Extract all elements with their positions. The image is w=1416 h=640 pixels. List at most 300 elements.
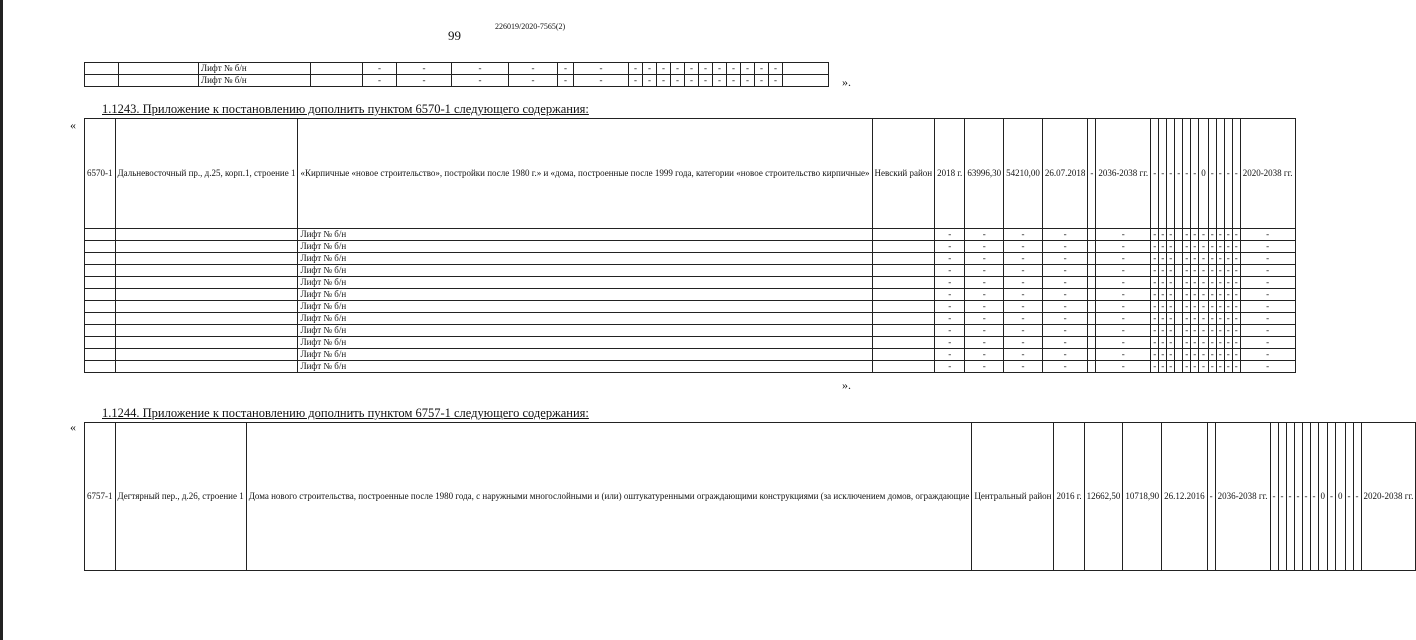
value-cell: 0 bbox=[1336, 423, 1346, 571]
empty-cell bbox=[85, 75, 119, 87]
lift-value-cell bbox=[1175, 265, 1183, 277]
lift-value-cell bbox=[1088, 241, 1096, 253]
lift-value-cell: - bbox=[741, 63, 755, 75]
empty-cell bbox=[85, 241, 116, 253]
lift-value-cell: - bbox=[1004, 313, 1043, 325]
lift-value-cell: - bbox=[1042, 241, 1088, 253]
lift-value-cell: - bbox=[1224, 229, 1232, 241]
value-cell: - bbox=[1286, 423, 1294, 571]
lift-value-cell: - bbox=[1004, 349, 1043, 361]
period2-cell: 2020-2038 гг. bbox=[1240, 119, 1295, 229]
lift-value-cell: - bbox=[965, 313, 1004, 325]
value-cell: - bbox=[1278, 423, 1286, 571]
empty-cell bbox=[85, 337, 116, 349]
lift-value-cell: - bbox=[1240, 289, 1295, 301]
lift-value-cell: - bbox=[965, 337, 1004, 349]
lift-row bbox=[85, 301, 1296, 313]
empty-cell bbox=[872, 253, 935, 265]
lift-value-cell: - bbox=[1199, 313, 1209, 325]
lift-value-cell: - bbox=[1096, 265, 1151, 277]
lift-row bbox=[85, 265, 1296, 277]
lift-value-cell: - bbox=[1216, 253, 1224, 265]
lift-value-cell: - bbox=[1167, 277, 1175, 289]
lift-value-cell: - bbox=[1151, 253, 1159, 265]
lift-value-cell: - bbox=[1159, 301, 1167, 313]
lift-value-cell: - bbox=[1151, 229, 1159, 241]
lift-value-cell: - bbox=[1240, 337, 1295, 349]
year-cell: 2016 г. bbox=[1054, 423, 1084, 571]
lift-value-cell: - bbox=[643, 63, 657, 75]
lift-value-cell: - bbox=[1004, 361, 1043, 373]
lift-value-cell: - bbox=[1151, 349, 1159, 361]
lift-value-cell: - bbox=[1042, 277, 1088, 289]
lift-value-cell: - bbox=[1183, 241, 1191, 253]
section-heading-1243: 1.1243. Приложение к постановлению дополнить пунктом 6570-1 следующего содержания: bbox=[102, 102, 589, 116]
lift-value-cell: - bbox=[1096, 301, 1151, 313]
table-6570-1 bbox=[84, 118, 1296, 373]
lift-value-cell: - bbox=[685, 75, 699, 87]
lift-value-cell: - bbox=[1004, 289, 1043, 301]
lift-value-cell: - bbox=[1216, 313, 1224, 325]
lift-value-cell: - bbox=[1167, 289, 1175, 301]
lift-value-cell: - bbox=[1191, 265, 1199, 277]
lift-value-cell: - bbox=[1159, 349, 1167, 361]
lift-value-cell bbox=[1088, 313, 1096, 325]
empty-cell bbox=[872, 289, 935, 301]
page-number: 99 bbox=[448, 28, 461, 43]
lift-row bbox=[85, 361, 1296, 373]
district-cell: Невский район bbox=[872, 119, 935, 229]
lift-value-cell: - bbox=[1191, 301, 1199, 313]
lift-value-cell: - bbox=[1232, 289, 1240, 301]
lift-name-cell: Лифт № б/н bbox=[199, 63, 311, 75]
lift-value-cell: - bbox=[699, 75, 713, 87]
lift-value-cell: - bbox=[1167, 241, 1175, 253]
lift-value-cell: - bbox=[1096, 277, 1151, 289]
lift-value-cell: - bbox=[965, 361, 1004, 373]
lift-value-cell: - bbox=[1208, 337, 1216, 349]
lift-value-cell: - bbox=[965, 325, 1004, 337]
lift-value-cell: - bbox=[657, 63, 671, 75]
lift-value-cell: - bbox=[1208, 301, 1216, 313]
lift-value-cell: - bbox=[574, 75, 629, 87]
lift-name-cell: Лифт № б/н bbox=[298, 337, 872, 349]
lift-value-cell: - bbox=[643, 75, 657, 87]
lift-value-cell: - bbox=[1096, 253, 1151, 265]
value-cell: - bbox=[1191, 119, 1199, 229]
empty-cell bbox=[872, 241, 935, 253]
lift-value-cell bbox=[1088, 325, 1096, 337]
lift-value-cell: - bbox=[1167, 361, 1175, 373]
lift-value-cell: - bbox=[1240, 301, 1295, 313]
lift-value-cell: - bbox=[699, 63, 713, 75]
lift-value-cell: - bbox=[713, 75, 727, 87]
value-cell: - bbox=[1159, 119, 1167, 229]
lift-value-cell: - bbox=[629, 75, 643, 87]
lift-value-cell: - bbox=[1232, 361, 1240, 373]
lift-value-cell: - bbox=[1159, 229, 1167, 241]
lift-value-cell: - bbox=[1151, 241, 1159, 253]
lift-value-cell: - bbox=[1208, 277, 1216, 289]
lift-value-cell: - bbox=[1159, 265, 1167, 277]
lift-row bbox=[85, 277, 1296, 289]
lift-value-cell: - bbox=[769, 63, 783, 75]
lift-name-cell: Лифт № б/н bbox=[298, 301, 872, 313]
lift-name-cell: Лифт № б/н bbox=[298, 241, 872, 253]
opening-quote: « bbox=[70, 420, 76, 434]
value-cell: - bbox=[1328, 423, 1336, 571]
lift-value-cell: - bbox=[558, 75, 574, 87]
lift-name-cell: Лифт № б/н bbox=[298, 229, 872, 241]
lift-value-cell: - bbox=[397, 75, 452, 87]
dash-cell: - bbox=[1207, 423, 1215, 571]
lift-value-cell: - bbox=[1042, 289, 1088, 301]
empty-cell bbox=[85, 313, 116, 325]
lift-row bbox=[85, 337, 1296, 349]
lift-row bbox=[85, 75, 829, 87]
lift-value-cell: - bbox=[1004, 229, 1043, 241]
lift-value-cell: - bbox=[1208, 289, 1216, 301]
empty-cell bbox=[115, 361, 298, 373]
lift-value-cell: - bbox=[1183, 337, 1191, 349]
category-cell: Дома нового строительства, построенные после 1980 года, с наружными многослойными и (или) оштукатуренными ограждающими конструкциями (за исключением домов, ограждающие bbox=[246, 423, 972, 571]
lift-value-cell bbox=[1175, 241, 1183, 253]
lift-value-cell: - bbox=[1199, 277, 1209, 289]
lift-value-cell: - bbox=[1224, 241, 1232, 253]
lift-value-cell bbox=[1088, 277, 1096, 289]
lift-value-cell: - bbox=[1224, 325, 1232, 337]
dash-cell: - bbox=[1088, 119, 1096, 229]
lift-row bbox=[85, 289, 1296, 301]
empty-cell bbox=[115, 277, 298, 289]
lift-value-cell: - bbox=[1240, 277, 1295, 289]
lift-value-cell: - bbox=[727, 63, 741, 75]
empty-cell bbox=[311, 63, 363, 75]
value-cell: - bbox=[1208, 119, 1216, 229]
empty-cell bbox=[85, 289, 116, 301]
lift-value-cell: - bbox=[965, 241, 1004, 253]
lift-value-cell: - bbox=[1183, 313, 1191, 325]
lift-value-cell bbox=[1175, 349, 1183, 361]
total-area-cell: 63996,30 bbox=[965, 119, 1004, 229]
lift-value-cell: - bbox=[1004, 253, 1043, 265]
lift-value-cell: - bbox=[727, 75, 741, 87]
lift-value-cell bbox=[1175, 337, 1183, 349]
lift-value-cell bbox=[1088, 361, 1096, 373]
lift-value-cell: - bbox=[1096, 337, 1151, 349]
living-area-cell: 54210,00 bbox=[1004, 119, 1043, 229]
lift-value-cell: - bbox=[1240, 325, 1295, 337]
closing-quote: ». bbox=[842, 378, 851, 392]
lift-value-cell bbox=[1088, 229, 1096, 241]
lift-value-cell: - bbox=[1240, 241, 1295, 253]
lift-value-cell: - bbox=[1199, 289, 1209, 301]
empty-cell bbox=[872, 277, 935, 289]
lift-row bbox=[85, 63, 829, 75]
lift-value-cell: - bbox=[965, 277, 1004, 289]
lift-value-cell: - bbox=[1224, 361, 1232, 373]
lift-value-cell: - bbox=[1096, 313, 1151, 325]
lift-value-cell: - bbox=[935, 265, 965, 277]
lift-value-cell: - bbox=[1208, 265, 1216, 277]
lift-value-cell: - bbox=[452, 63, 509, 75]
period2-cell: 2020-2038 гг. bbox=[1361, 423, 1416, 571]
lift-value-cell: - bbox=[1191, 253, 1199, 265]
lift-value-cell: - bbox=[1224, 253, 1232, 265]
lift-value-cell: - bbox=[1240, 265, 1295, 277]
empty-cell bbox=[115, 253, 298, 265]
lift-value-cell: - bbox=[1232, 325, 1240, 337]
total-area-cell: 12662,50 bbox=[1084, 423, 1123, 571]
lift-name-cell: Лифт № б/н bbox=[298, 313, 872, 325]
lift-value-cell: - bbox=[1167, 313, 1175, 325]
closing-quote: ». bbox=[842, 75, 851, 89]
empty-cell bbox=[115, 313, 298, 325]
lift-value-cell: - bbox=[1042, 229, 1088, 241]
value-cell: - bbox=[1353, 423, 1361, 571]
lift-value-cell: - bbox=[1167, 229, 1175, 241]
lift-value-cell: - bbox=[1199, 301, 1209, 313]
lift-value-cell: - bbox=[1042, 301, 1088, 313]
lift-value-cell: - bbox=[1096, 361, 1151, 373]
date-cell: 26.07.2018 bbox=[1042, 119, 1088, 229]
lift-value-cell: - bbox=[1042, 325, 1088, 337]
lift-value-cell: - bbox=[1159, 337, 1167, 349]
lift-value-cell: - bbox=[935, 241, 965, 253]
address-cell: Дальневосточный пр., д.25, корп.1, строение 1 bbox=[115, 119, 298, 229]
lift-value-cell: - bbox=[1191, 289, 1199, 301]
lift-value-cell: - bbox=[1208, 313, 1216, 325]
lift-value-cell: - bbox=[363, 75, 397, 87]
lift-row bbox=[85, 241, 1296, 253]
value-cell: 0 bbox=[1199, 119, 1209, 229]
lift-value-cell: - bbox=[1224, 313, 1232, 325]
empty-cell bbox=[115, 325, 298, 337]
lift-name-cell: Лифт № б/н bbox=[199, 75, 311, 87]
lift-value-cell: - bbox=[1191, 313, 1199, 325]
lift-value-cell: - bbox=[1199, 265, 1209, 277]
lift-value-cell: - bbox=[1159, 313, 1167, 325]
lift-value-cell: - bbox=[1159, 289, 1167, 301]
lift-value-cell: - bbox=[1183, 361, 1191, 373]
address-cell: Дегтярный пер., д.26, строение 1 bbox=[115, 423, 246, 571]
lift-value-cell bbox=[1088, 265, 1096, 277]
lift-value-cell: - bbox=[1183, 277, 1191, 289]
lift-row bbox=[85, 349, 1296, 361]
lift-name-cell: Лифт № б/н bbox=[298, 289, 872, 301]
empty-cell bbox=[85, 349, 116, 361]
lift-value-cell: - bbox=[741, 75, 755, 87]
lift-value-cell bbox=[1175, 253, 1183, 265]
lift-value-cell: - bbox=[965, 289, 1004, 301]
empty-cell bbox=[872, 361, 935, 373]
lift-value-cell: - bbox=[397, 63, 452, 75]
empty-cell bbox=[115, 289, 298, 301]
lift-value-cell: - bbox=[769, 75, 783, 87]
empty-cell bbox=[872, 229, 935, 241]
lift-value-cell: - bbox=[1042, 265, 1088, 277]
lift-value-cell: - bbox=[1216, 325, 1224, 337]
lift-value-cell: - bbox=[1096, 241, 1151, 253]
lift-value-cell bbox=[1175, 325, 1183, 337]
lift-value-cell: - bbox=[1232, 313, 1240, 325]
lift-value-cell: - bbox=[1151, 325, 1159, 337]
lift-value-cell: - bbox=[935, 361, 965, 373]
lift-value-cell: - bbox=[1159, 241, 1167, 253]
lift-value-cell: - bbox=[1004, 301, 1043, 313]
lift-value-cell: - bbox=[1208, 229, 1216, 241]
lift-value-cell: - bbox=[935, 301, 965, 313]
value-cell: - bbox=[1183, 119, 1191, 229]
empty-cell bbox=[115, 349, 298, 361]
living-area-cell: 10718,90 bbox=[1123, 423, 1162, 571]
value-cell: - bbox=[1302, 423, 1310, 571]
lift-value-cell bbox=[1088, 337, 1096, 349]
lift-value-cell: - bbox=[574, 63, 629, 75]
period-cell: 2036-2038 гг. bbox=[1215, 423, 1270, 571]
lift-value-cell: - bbox=[1216, 241, 1224, 253]
lift-value-cell: - bbox=[1167, 265, 1175, 277]
lift-value-cell: - bbox=[1004, 265, 1043, 277]
lift-value-cell: - bbox=[1240, 313, 1295, 325]
empty-cell bbox=[85, 325, 116, 337]
page-edge-line bbox=[0, 0, 3, 640]
lift-value-cell: - bbox=[1240, 253, 1295, 265]
date-cell: 26.12.2016 bbox=[1162, 423, 1208, 571]
lift-value-cell: - bbox=[1151, 313, 1159, 325]
row-number: 6757-1 bbox=[85, 423, 116, 571]
lift-value-cell bbox=[1175, 229, 1183, 241]
lift-value-cell: - bbox=[1159, 277, 1167, 289]
lift-value-cell: - bbox=[1159, 325, 1167, 337]
lift-value-cell: - bbox=[671, 63, 685, 75]
empty-cell bbox=[872, 301, 935, 313]
empty-cell bbox=[872, 337, 935, 349]
lift-value-cell: - bbox=[363, 63, 397, 75]
value-cell: 0 bbox=[1318, 423, 1328, 571]
lift-value-cell: - bbox=[558, 63, 574, 75]
lift-value-cell: - bbox=[1199, 253, 1209, 265]
lift-value-cell: - bbox=[1216, 289, 1224, 301]
lift-value-cell: - bbox=[1191, 325, 1199, 337]
lift-value-cell: - bbox=[1096, 229, 1151, 241]
value-cell: - bbox=[1345, 423, 1353, 571]
lift-value-cell: - bbox=[1183, 229, 1191, 241]
empty-cell bbox=[115, 229, 298, 241]
category-cell: «Кирпичные «новое строительство», постройки после 1980 г.» и «дома, построенные после 1999 года, категории «новое строительство кирпичные» bbox=[298, 119, 872, 229]
empty-cell bbox=[119, 75, 199, 87]
lift-value-cell bbox=[1175, 277, 1183, 289]
lift-name-cell: Лифт № б/н bbox=[298, 265, 872, 277]
lift-value-cell: - bbox=[1216, 349, 1224, 361]
period-cell: 2036-2038 гг. bbox=[1096, 119, 1151, 229]
lift-value-cell: - bbox=[1224, 349, 1232, 361]
value-cell: - bbox=[1216, 119, 1224, 229]
lift-value-cell: - bbox=[935, 325, 965, 337]
lift-row bbox=[85, 313, 1296, 325]
lift-value-cell: - bbox=[1216, 301, 1224, 313]
lift-value-cell: - bbox=[1004, 277, 1043, 289]
lift-value-cell bbox=[1175, 361, 1183, 373]
district-cell: Центральный район bbox=[972, 423, 1054, 571]
empty-cell bbox=[311, 75, 363, 87]
lift-value-cell: - bbox=[685, 63, 699, 75]
lift-value-cell: - bbox=[1096, 289, 1151, 301]
lift-value-cell: - bbox=[1216, 337, 1224, 349]
lift-value-cell: - bbox=[509, 63, 558, 75]
lift-value-cell: - bbox=[1199, 337, 1209, 349]
empty-cell bbox=[85, 63, 119, 75]
lift-value-cell: - bbox=[1042, 361, 1088, 373]
year-cell: 2018 г. bbox=[935, 119, 965, 229]
lift-value-cell: - bbox=[1208, 349, 1216, 361]
row-number: 6570-1 bbox=[85, 119, 116, 229]
lift-value-cell: - bbox=[1232, 301, 1240, 313]
lift-value-cell bbox=[1088, 289, 1096, 301]
lift-value-cell: - bbox=[755, 63, 769, 75]
document-id: 226019/2020-7565(2) bbox=[495, 22, 566, 31]
value-cell: - bbox=[1310, 423, 1318, 571]
lift-name-cell: Лифт № б/н bbox=[298, 361, 872, 373]
empty-cell bbox=[85, 301, 116, 313]
lift-value-cell bbox=[1175, 289, 1183, 301]
lift-value-cell: - bbox=[1216, 277, 1224, 289]
lift-value-cell: - bbox=[1167, 301, 1175, 313]
lift-value-cell: - bbox=[657, 75, 671, 87]
lift-value-cell: - bbox=[755, 75, 769, 87]
lift-value-cell: - bbox=[1042, 253, 1088, 265]
lift-name-cell: Лифт № б/н bbox=[298, 277, 872, 289]
empty-cell bbox=[85, 265, 116, 277]
lift-value-cell: - bbox=[1167, 349, 1175, 361]
empty-cell bbox=[85, 277, 116, 289]
lift-value-cell: - bbox=[965, 265, 1004, 277]
lift-value-cell: - bbox=[1151, 301, 1159, 313]
lift-value-cell: - bbox=[935, 253, 965, 265]
lift-value-cell: - bbox=[713, 63, 727, 75]
value-cell: - bbox=[1232, 119, 1240, 229]
lift-value-cell bbox=[1088, 349, 1096, 361]
continuation-table bbox=[84, 62, 829, 87]
value-cell: - bbox=[1175, 119, 1183, 229]
lift-value-cell: - bbox=[1159, 253, 1167, 265]
lift-value-cell: - bbox=[1208, 253, 1216, 265]
lift-value-cell: - bbox=[1232, 337, 1240, 349]
lift-value-cell bbox=[1175, 301, 1183, 313]
lift-value-cell: - bbox=[1240, 229, 1295, 241]
lift-value-cell: - bbox=[1183, 265, 1191, 277]
table-6757-1 bbox=[84, 422, 1416, 571]
lift-value-cell: - bbox=[1224, 289, 1232, 301]
value-cell: - bbox=[1294, 423, 1302, 571]
lift-value-cell bbox=[1088, 301, 1096, 313]
lift-value-cell: - bbox=[1224, 301, 1232, 313]
lift-value-cell: - bbox=[1096, 349, 1151, 361]
lift-value-cell: - bbox=[1232, 229, 1240, 241]
lift-value-cell: - bbox=[965, 301, 1004, 313]
lift-value-cell bbox=[783, 63, 829, 75]
lift-value-cell: - bbox=[1159, 361, 1167, 373]
empty-cell bbox=[872, 265, 935, 277]
lift-value-cell: - bbox=[1183, 289, 1191, 301]
lift-value-cell: - bbox=[1151, 277, 1159, 289]
empty-cell bbox=[872, 349, 935, 361]
lift-value-cell: - bbox=[1199, 241, 1209, 253]
lift-name-cell: Лифт № б/н bbox=[298, 349, 872, 361]
lift-value-cell: - bbox=[1167, 325, 1175, 337]
lift-value-cell: - bbox=[1199, 229, 1209, 241]
lift-value-cell: - bbox=[1167, 253, 1175, 265]
